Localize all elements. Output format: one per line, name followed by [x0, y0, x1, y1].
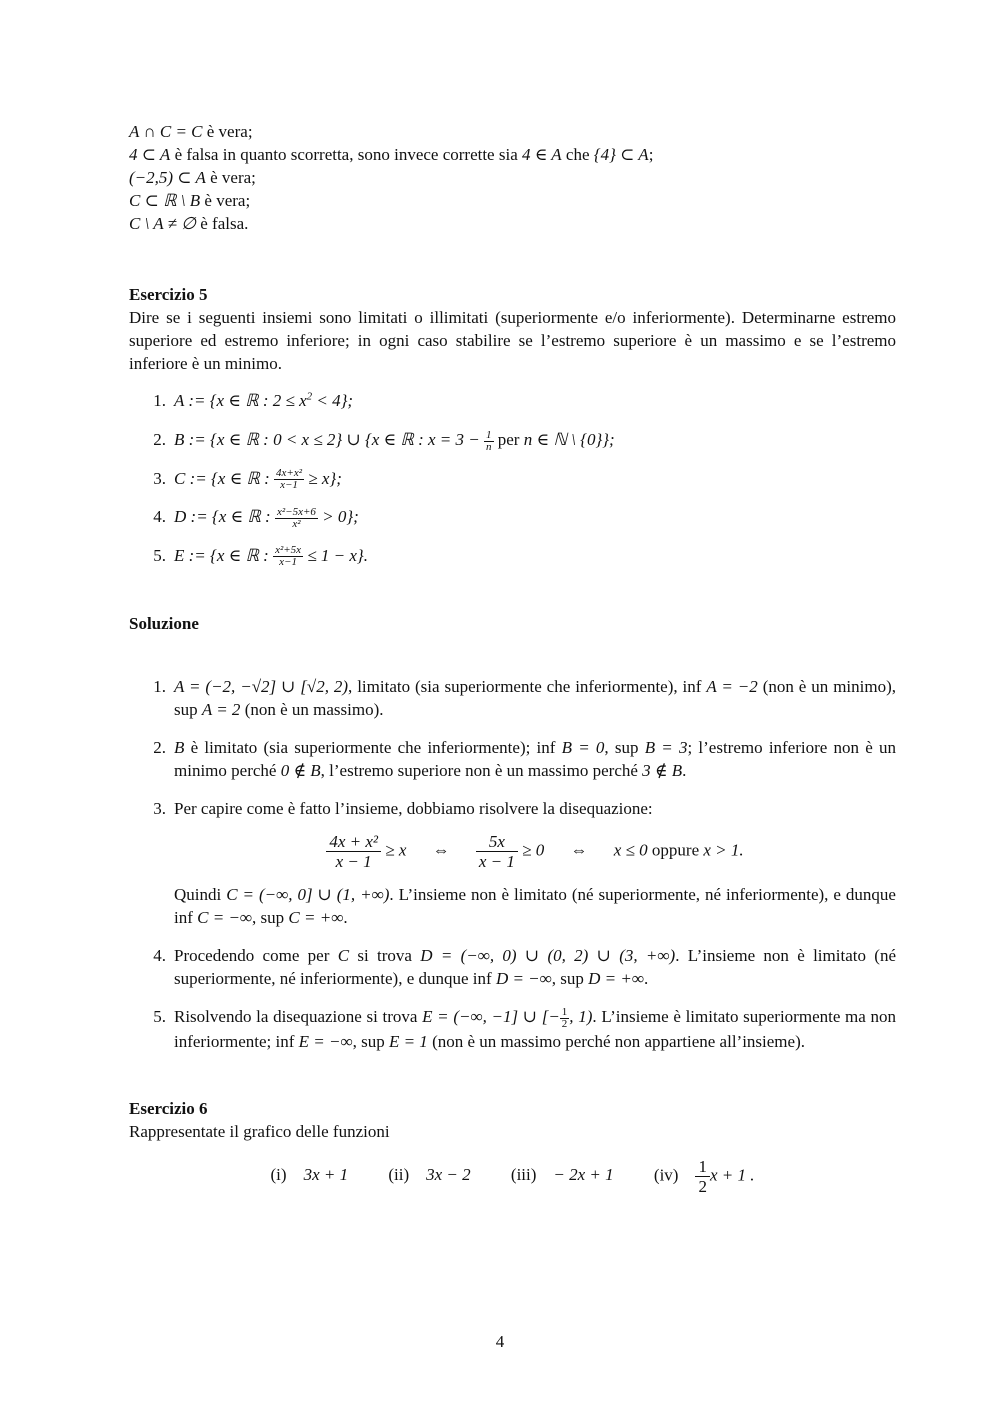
statement-line: 4 ⊂ A è falsa in quanto scorretta, sono invece corrette sia 4 ∈ A che {4} ⊂ A; [129, 145, 654, 164]
statement-line: C ⊂ ℝ \ B è vera; [129, 191, 251, 210]
fraction: $\frac{\text{x²−5x+6}}{\text{x²}}$ [276, 505, 316, 530]
list-item: 4. D := {x ∈ ℝ : $\frac{\text{x²−5x+6}}{\text{x²}}$ > 0}; [153, 505, 359, 530]
solution-list [129, 675, 896, 1053]
function-list [129, 1157, 896, 1196]
function-item: (ii) 3x − 2 [388, 1165, 471, 1185]
list-item: 2. B := {x ∈ ℝ : 0 < x ≤ 2} ∪ {x ∈ ℝ : x = 3 − $\frac{1}{n}$ per n ∈ ℕ \ {0}}; [153, 428, 615, 453]
function-item: (i) 3x + 1 [270, 1165, 349, 1185]
statements-block [129, 120, 896, 235]
exercise-6-heading: Esercizio 6 [129, 1098, 208, 1118]
fraction: $\frac{1}{n}$ [486, 428, 492, 453]
solution-heading: Soluzione [129, 614, 199, 634]
fraction: $\frac{5x}{x - 1}$ [476, 832, 518, 871]
exercise-5-list [129, 389, 896, 568]
fraction: $\frac{1}{2}$ [695, 1157, 710, 1196]
exercise-5-heading: Esercizio 5 [129, 285, 208, 304]
statement-line: (−2,5) ⊂ A è vera; [129, 168, 256, 187]
list-item: 1. A := {x ∈ ℝ : $2 \le x^2 < 4$}; [153, 390, 354, 410]
fraction: $\frac{\text{4x + x²}}{x - 1}$ [326, 832, 381, 871]
function-item: (iii) − 2x + 1 [510, 1165, 614, 1185]
list-item: 5. Risolvendo la disequazione si trova E = (−∞, −1] ∪ [− $\frac{1}{2}$ , 1). L’insieme è limitato superiormente ma non inferiormente; inf E = −∞, sup E = 1 (non è un massimo perché non appartiene all’insieme). [153, 1005, 897, 1051]
fraction: $\frac{\text{4x+x²}}{x-1}$ [276, 467, 303, 492]
list-item: 3. Per capire come è fatto l’insieme, dobbiamo risolvere la disequazione: $\frac{\text{4x + x²}}{x - 1}$ ≥ x ⇔ $\frac{5x}{x - 1}$ ≥ 0 ⇔ x ≤ 0 oppure x > 1. Quindi C = (−∞, 0] ∪ (1, +∞). L’insieme non è limitato (né superiormente, né inferiormente), e dunque inf C = −∞, sup C = +∞. [153, 799, 896, 928]
list-item: 4. Procedendo come per C si trova D = (−∞, 0) ∪ (0, 2) ∪ (3, +∞). L’insieme non è limitato (né superiormente, né inferiormente), e dunque inf D = −∞, sup D = +∞. [153, 946, 896, 989]
list-item: 3. C := {x ∈ ℝ : $\frac{\text{4x+x²}}{x-1}$ ≥ x}; [153, 467, 342, 492]
statement-line: A ∩ C = C è vera; [129, 122, 253, 141]
list-item: 2. B è limitato (sia superiormente che inferiormente); inf B = 0, sup B = 3; l’estremo inferiore non è un minimo perché 0 ∉ B, l’estremo superiore non è un massimo perché 3 ∉ B. [153, 738, 897, 781]
function-item: (iv) $\frac{1}{2}$ x + 1 . [653, 1156, 755, 1196]
page-body [129, 120, 896, 1196]
exercise-5-intro: Dire se i seguenti insiemi sono limitati o illimitati (superiormente e/o inferiormente). Determinarne estremo superiore ed estremo inferiore; in ogni caso stabilire se l’estremo superiore è un massimo e se l’estremo inferiore è un minimo. [129, 308, 896, 373]
statement-line: C \ A ≠ ∅ è falsa. [129, 214, 249, 233]
page-number: 4 [495, 1332, 505, 1351]
fraction: $\frac{1}{2}$ [561, 1005, 568, 1030]
list-item: 5. E := {x ∈ ℝ : $\frac{\text{x²+5x}}{x-1}$ ≤ 1 − x}. [153, 544, 368, 569]
list-item: 1. A = (−2, −√2] ∪ [√2, 2), limitato (sia superiormente che inferiormente), inf A = −2 (non è un minimo), sup A = 2 (non è un massimo). [153, 677, 896, 720]
exercise-6-intro: Rappresentate il grafico delle funzioni [129, 1121, 390, 1141]
fraction: $\frac{\text{x²+5x}}{x-1}$ [275, 544, 302, 569]
inequality-display: $\frac{\text{4x + x²}}{x - 1}$ ≥ x ⇔ $\frac{5x}{x - 1}$ ≥ 0 ⇔ x ≤ 0 oppure x > 1. [174, 832, 896, 871]
